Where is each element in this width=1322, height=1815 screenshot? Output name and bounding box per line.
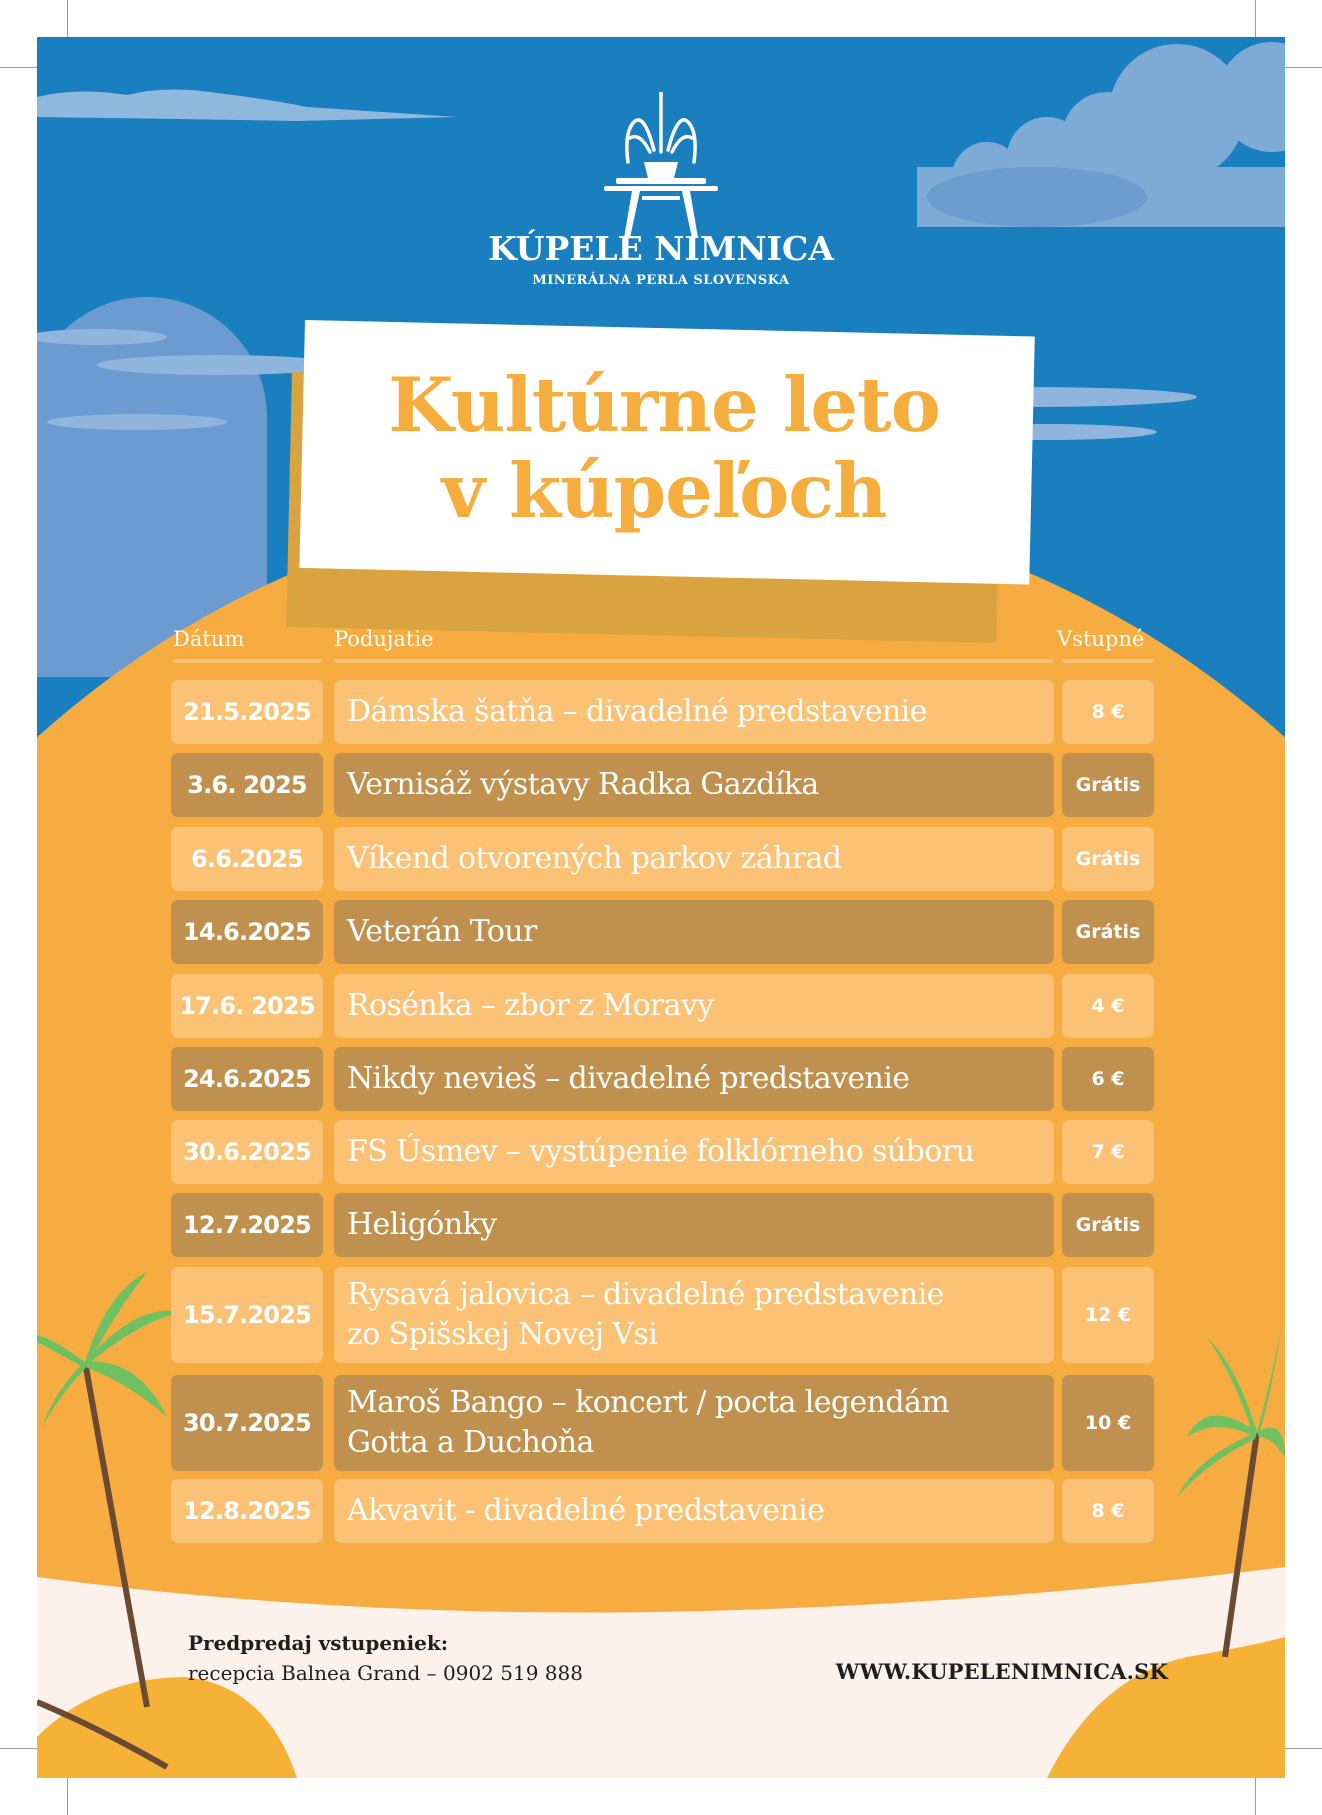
table-row — [171, 827, 1151, 891]
row-event-line: Vernisáž výstavy Radka Gazdíka — [347, 767, 819, 802]
cloud-icon — [927, 167, 1147, 227]
row-date: 12.8.2025 — [171, 1479, 323, 1543]
row-price: 10 € — [1062, 1375, 1154, 1471]
brand-tagline: MINERÁLNA PERLA SLOVENSKA — [532, 273, 790, 288]
row-date: 15.7.2025 — [171, 1267, 323, 1363]
row-event-line: Akvavit - divadelné predstavenie — [347, 1493, 825, 1528]
row-date: 12.7.2025 — [171, 1193, 323, 1257]
row-event — [334, 1120, 1054, 1184]
row-date: 17.6. 2025 — [171, 974, 323, 1038]
table-row — [171, 753, 1151, 817]
row-event — [334, 1047, 1054, 1111]
header-price: Vstupné — [1057, 627, 1145, 651]
row-event — [334, 974, 1054, 1038]
row-event-line: Rosénka – zbor z Moravy — [347, 988, 714, 1023]
table-row — [171, 1375, 1151, 1471]
row-event-line: Heligónky — [347, 1207, 497, 1242]
fountain-icon — [604, 92, 718, 238]
title-line-2: v kúpeľoch — [441, 447, 887, 535]
table-row — [171, 1267, 1151, 1363]
header-date: Dátum — [173, 627, 245, 651]
row-date: 14.6.2025 — [171, 900, 323, 964]
header-divider — [173, 659, 322, 663]
table-row — [171, 1120, 1151, 1184]
row-event-line: Maroš Bango – koncert / pocta legendám — [347, 1385, 950, 1420]
row-date: 30.6.2025 — [171, 1120, 323, 1184]
row-event-line: zo Spišskej Novej Vsi — [347, 1317, 658, 1352]
row-price: Grátis — [1062, 1193, 1154, 1257]
row-price: 8 € — [1062, 1479, 1154, 1543]
row-price: 4 € — [1062, 974, 1154, 1038]
table-row — [171, 1047, 1151, 1111]
poster — [37, 37, 1285, 1778]
page-title — [299, 362, 1029, 534]
table-row — [171, 974, 1151, 1038]
row-price: Grátis — [1062, 900, 1154, 964]
row-event — [334, 1375, 1054, 1471]
row-event — [334, 900, 1054, 964]
title-line-1: Kultúrne leto — [388, 361, 940, 449]
header-event: Podujatie — [334, 627, 434, 651]
presale-contact: recepcia Balnea Grand – 0902 519 888 — [188, 1661, 583, 1685]
row-event — [334, 1267, 1054, 1363]
row-date: 3.6. 2025 — [171, 753, 323, 817]
row-event — [334, 827, 1054, 891]
row-date: 21.5.2025 — [171, 680, 323, 744]
row-event — [334, 753, 1054, 817]
row-event-line: Rysavá jalovica – divadelné predstavenie — [347, 1277, 944, 1312]
row-event — [334, 1193, 1054, 1257]
header-divider — [1062, 659, 1154, 663]
table-row — [171, 1193, 1151, 1257]
row-event-line: Gotta a Duchoňa — [347, 1425, 594, 1460]
table-row — [171, 900, 1151, 964]
row-price: 8 € — [1062, 680, 1154, 744]
row-event-line: Víkend otvorených parkov záhrad — [347, 841, 842, 876]
row-date: 30.7.2025 — [171, 1375, 323, 1471]
presale-label: Predpredaj vstupeniek: — [188, 1631, 449, 1655]
row-price: 12 € — [1062, 1267, 1154, 1363]
row-date: 6.6.2025 — [171, 827, 323, 891]
row-event — [334, 1479, 1054, 1543]
row-price: Grátis — [1062, 753, 1154, 817]
row-date: 24.6.2025 — [171, 1047, 323, 1111]
row-event — [334, 680, 1054, 744]
table-row — [171, 680, 1151, 744]
row-event-line: Nikdy nevieš – divadelné predstavenie — [347, 1061, 910, 1096]
row-price: 6 € — [1062, 1047, 1154, 1111]
row-price: 7 € — [1062, 1120, 1154, 1184]
row-event-line: Dámska šatňa – divadelné predstavenie — [347, 694, 927, 729]
row-event-line: Veterán Tour — [347, 914, 537, 949]
table-row — [171, 1479, 1151, 1543]
row-price: Grátis — [1062, 827, 1154, 891]
brand-name: KÚPELE NIMNICA — [488, 229, 834, 268]
header-divider — [334, 659, 1053, 663]
website-link[interactable]: WWW.KUPELENIMNICA.SK — [835, 1659, 1168, 1684]
row-event-line: FS Úsmev – vystúpenie folklórneho súboru — [347, 1134, 975, 1169]
